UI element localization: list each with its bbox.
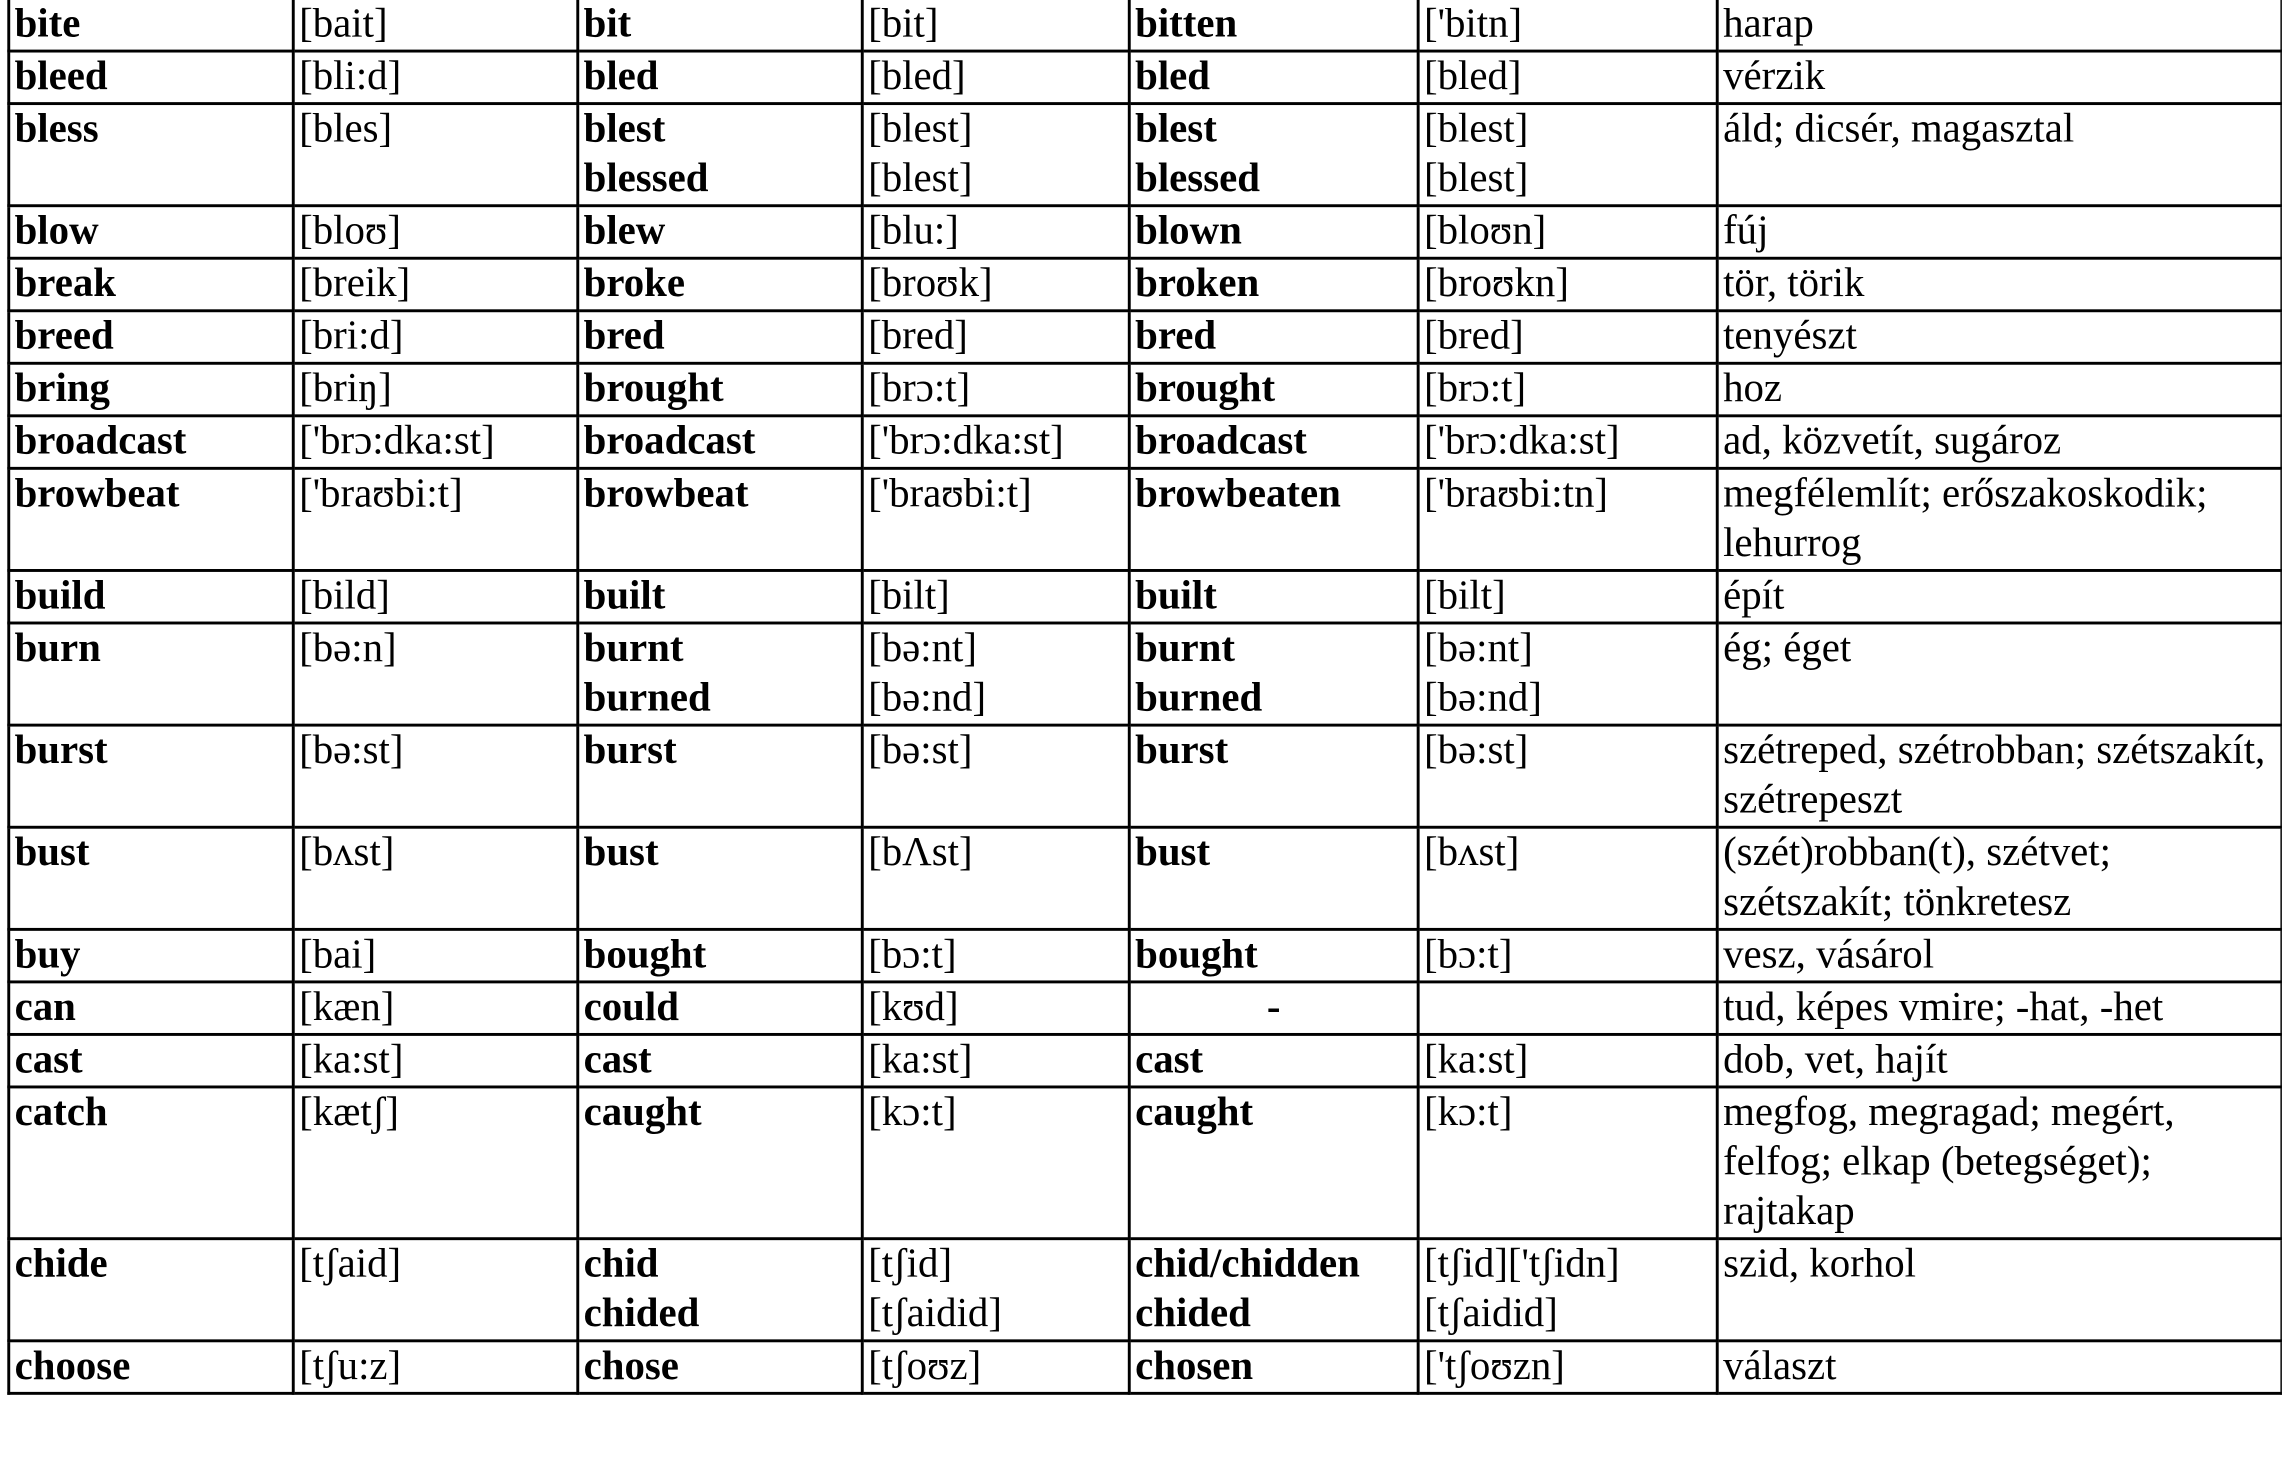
past-participle-pronunciation: [brɔ:t] xyxy=(1423,366,1527,412)
past-simple-pronunciation-cell xyxy=(862,1239,1129,1341)
infinitive: burst xyxy=(14,728,108,774)
infinitive-pronunciation: [briŋ] xyxy=(299,366,392,412)
past-participle-pronunciation-cell xyxy=(1418,570,1717,623)
past-simple: bred xyxy=(583,313,665,359)
infinitive-cell xyxy=(9,1034,294,1087)
past-participle: bled xyxy=(1135,53,1211,100)
infinitive-cell xyxy=(9,258,294,311)
infinitive: bring xyxy=(14,366,110,412)
past-participle-cell xyxy=(1129,1341,1418,1394)
infinitive-pronunciation-cell xyxy=(293,827,578,929)
table-body xyxy=(9,0,2282,1393)
past-participle-pronunciation-cell xyxy=(1418,982,1717,1035)
past-simple-cell xyxy=(578,929,863,982)
infinitive-cell xyxy=(9,1239,294,1341)
past-simple-pronunciation: ['brɔ:dka:st] xyxy=(868,418,1064,464)
past-simple: could xyxy=(583,984,679,1031)
past-simple-pronunciation: [bred] xyxy=(868,313,968,359)
past-simple: cast xyxy=(583,1037,652,1083)
past-participle-pronunciation: [kɔ:t] xyxy=(1423,1089,1513,1136)
infinitive-pronunciation: [bə:st] xyxy=(299,728,404,774)
past-simple: burst xyxy=(583,728,677,774)
infinitive: bless xyxy=(14,106,99,152)
past-simple-pronunciation-cell xyxy=(862,416,1129,469)
past-simple: chid xyxy=(583,1241,659,1287)
infinitive: blow xyxy=(14,208,99,254)
infinitive-cell xyxy=(9,206,294,259)
past-participle-cell xyxy=(1129,725,1418,827)
past-participle: bred xyxy=(1135,313,1217,359)
past-participle-cell xyxy=(1129,311,1418,364)
infinitive-pronunciation-cell xyxy=(293,104,578,206)
infinitive-cell xyxy=(9,623,294,725)
past-participle-cell xyxy=(1129,982,1418,1035)
past-participle-pronunciation: ['bitn] xyxy=(1423,1,1523,47)
past-participle-pronunciation: [tʃaidid] xyxy=(1423,1291,1558,1337)
infinitive-pronunciation: [bles] xyxy=(299,106,393,152)
hungarian-meaning: (szét)robban(t), szétvet; szétszakít; tönkretesz xyxy=(1723,830,2112,926)
past-participle: burned xyxy=(1135,675,1263,721)
table-row xyxy=(9,0,2282,51)
infinitive-pronunciation: [breik] xyxy=(299,261,411,307)
hungarian-meaning-cell xyxy=(1717,929,2282,982)
hungarian-meaning: vesz, vásárol xyxy=(1723,932,1935,978)
hungarian-meaning: áld; dicsér, magasztal xyxy=(1723,106,2075,152)
past-simple: caught xyxy=(583,1089,702,1136)
infinitive: cast xyxy=(14,1037,83,1083)
infinitive-pronunciation-cell xyxy=(293,258,578,311)
table-row xyxy=(9,929,2282,982)
past-simple: burnt xyxy=(583,625,684,672)
past-simple-pronunciation: [bə:nt] xyxy=(868,625,978,672)
table-row xyxy=(9,725,2282,827)
hungarian-meaning: tenyészt xyxy=(1723,313,1857,359)
past-simple-pronunciation: [bit] xyxy=(868,1,939,47)
infinitive-pronunciation-cell xyxy=(293,1239,578,1341)
past-simple-pronunciation-cell xyxy=(862,51,1129,104)
past-participle-cell xyxy=(1129,104,1418,206)
past-participle-pronunciation-cell xyxy=(1418,311,1717,364)
infinitive-pronunciation-cell xyxy=(293,468,578,570)
past-participle: caught xyxy=(1135,1089,1254,1136)
hungarian-meaning: harap xyxy=(1723,1,1814,47)
hungarian-meaning: megfélemlít; erőszakoskodik; lehurrog xyxy=(1723,471,2208,567)
hungarian-meaning: ég; éget xyxy=(1723,625,1852,672)
infinitive-cell xyxy=(9,725,294,827)
past-participle-pronunciation-cell xyxy=(1418,1341,1717,1394)
past-participle-cell xyxy=(1129,1087,1418,1239)
hungarian-meaning-cell xyxy=(1717,468,2282,570)
infinitive-cell xyxy=(9,468,294,570)
infinitive-cell xyxy=(9,929,294,982)
past-participle-pronunciation: [tʃid]['tʃidn] xyxy=(1423,1241,1620,1287)
past-simple-pronunciation: [tʃoʊz] xyxy=(868,1343,982,1389)
past-participle: bitten xyxy=(1135,1,1238,47)
past-simple-pronunciation: [bə:st] xyxy=(868,728,973,774)
past-participle-pronunciation-cell xyxy=(1418,929,1717,982)
past-participle-pronunciation-cell xyxy=(1418,725,1717,827)
past-participle: cast xyxy=(1135,1037,1204,1083)
table-row xyxy=(9,1087,2282,1239)
past-participle-pronunciation-cell xyxy=(1418,416,1717,469)
past-simple-pronunciation: [kʊd] xyxy=(868,984,959,1031)
table-row xyxy=(9,1239,2282,1341)
past-participle: blessed xyxy=(1135,156,1260,202)
past-simple-cell xyxy=(578,827,863,929)
table-row xyxy=(9,206,2282,259)
past-participle-cell xyxy=(1129,416,1418,469)
past-simple-pronunciation-cell xyxy=(862,1341,1129,1394)
hungarian-meaning-cell xyxy=(1717,0,2282,51)
infinitive-pronunciation: [kæn] xyxy=(299,984,395,1031)
past-participle-pronunciation: [bloʊn] xyxy=(1423,208,1547,254)
past-simple-cell xyxy=(578,623,863,725)
table-row xyxy=(9,468,2282,570)
infinitive: break xyxy=(14,261,116,307)
hungarian-meaning: vérzik xyxy=(1723,53,1826,100)
past-participle-cell xyxy=(1129,623,1418,725)
table-row xyxy=(9,827,2282,929)
past-simple-cell xyxy=(578,206,863,259)
past-simple-pronunciation-cell xyxy=(862,725,1129,827)
past-participle-pronunciation: [bled] xyxy=(1423,53,1522,100)
hungarian-meaning-cell xyxy=(1717,311,2282,364)
past-simple-cell xyxy=(578,982,863,1035)
hungarian-meaning: választ xyxy=(1723,1343,1837,1389)
infinitive-cell xyxy=(9,51,294,104)
infinitive-pronunciation-cell xyxy=(293,623,578,725)
infinitive-cell xyxy=(9,0,294,51)
past-simple-pronunciation-cell xyxy=(862,206,1129,259)
infinitive-pronunciation-cell xyxy=(293,416,578,469)
past-simple-cell xyxy=(578,1239,863,1341)
past-participle-pronunciation: [bə:nd] xyxy=(1423,675,1542,721)
past-simple-pronunciation: ['braʊbi:t] xyxy=(868,471,1032,517)
past-simple-pronunciation: [bɔ:t] xyxy=(868,932,957,978)
table-row xyxy=(9,51,2282,104)
past-participle: broken xyxy=(1135,261,1260,307)
table-row xyxy=(9,104,2282,206)
past-simple-cell xyxy=(578,363,863,416)
past-simple: built xyxy=(583,573,666,619)
infinitive-cell xyxy=(9,827,294,929)
past-participle-pronunciation: [bʌst] xyxy=(1423,830,1520,876)
past-simple-pronunciation-cell xyxy=(862,311,1129,364)
past-participle-cell xyxy=(1129,570,1418,623)
past-simple-pronunciation-cell xyxy=(862,363,1129,416)
past-participle: blown xyxy=(1135,208,1242,254)
past-participle-cell xyxy=(1129,51,1418,104)
hungarian-meaning-cell xyxy=(1717,1341,2282,1394)
past-simple: bust xyxy=(583,830,659,876)
past-participle-pronunciation-cell xyxy=(1418,363,1717,416)
infinitive: can xyxy=(14,984,76,1031)
past-participle: brought xyxy=(1135,366,1276,412)
past-participle-pronunciation: ['brɔ:dka:st] xyxy=(1423,418,1620,464)
past-participle-pronunciation-cell xyxy=(1418,206,1717,259)
hungarian-meaning-cell xyxy=(1717,570,2282,623)
past-simple-pronunciation-cell xyxy=(862,623,1129,725)
past-simple-cell xyxy=(578,1034,863,1087)
past-simple: bit xyxy=(583,1,632,47)
infinitive: bite xyxy=(14,1,81,47)
past-participle-pronunciation: [bred] xyxy=(1423,313,1524,359)
past-simple: browbeat xyxy=(583,471,749,517)
past-participle-pronunciation: [ka:st] xyxy=(1423,1037,1529,1083)
past-simple-pronunciation-cell xyxy=(862,468,1129,570)
past-participle-cell xyxy=(1129,0,1418,51)
past-simple-pronunciation: [bled] xyxy=(868,53,966,100)
past-simple-pronunciation-cell xyxy=(862,827,1129,929)
table-row xyxy=(9,1341,2282,1394)
past-simple-pronunciation: [blest] xyxy=(868,156,973,202)
past-simple: broadcast xyxy=(583,418,756,464)
past-participle-pronunciation-cell xyxy=(1418,827,1717,929)
past-participle-pronunciation-cell xyxy=(1418,0,1717,51)
infinitive-pronunciation-cell xyxy=(293,0,578,51)
hungarian-meaning-cell xyxy=(1717,416,2282,469)
past-simple-cell xyxy=(578,725,863,827)
past-simple-pronunciation: [bΛst] xyxy=(868,830,973,876)
infinitive-pronunciation-cell xyxy=(293,929,578,982)
table-row xyxy=(9,570,2282,623)
past-participle-pronunciation: [bə:st] xyxy=(1423,728,1529,774)
infinitive-pronunciation: [bʌst] xyxy=(299,830,395,876)
infinitive: build xyxy=(14,573,106,619)
infinitive-pronunciation: [kætʃ] xyxy=(299,1089,399,1136)
infinitive-cell xyxy=(9,1087,294,1239)
past-simple-pronunciation-cell xyxy=(862,104,1129,206)
past-simple-pronunciation: [bə:nd] xyxy=(868,675,987,721)
infinitive-pronunciation: [bə:n] xyxy=(299,625,397,672)
past-simple-pronunciation-cell xyxy=(862,570,1129,623)
infinitive-pronunciation: ['braʊbi:t] xyxy=(299,471,463,517)
past-participle-cell xyxy=(1129,468,1418,570)
past-simple-cell xyxy=(578,570,863,623)
past-participle: chid/chidden xyxy=(1135,1241,1360,1287)
infinitive-pronunciation: [tʃaid] xyxy=(299,1241,402,1287)
infinitive-pronunciation: [bli:d] xyxy=(299,53,402,100)
past-simple-cell xyxy=(578,468,863,570)
hungarian-meaning: szétreped, szétrobban; szétszakít, szétrepeszt xyxy=(1723,728,2266,823)
past-participle-pronunciation: [bɔ:t] xyxy=(1423,932,1513,978)
infinitive: bust xyxy=(14,830,90,876)
infinitive-cell xyxy=(9,363,294,416)
past-participle-cell xyxy=(1129,929,1418,982)
hungarian-meaning: tud, képes vmire; -hat, -het xyxy=(1723,984,2164,1031)
past-participle-pronunciation-cell xyxy=(1418,104,1717,206)
past-simple-cell xyxy=(578,51,863,104)
infinitive-cell xyxy=(9,982,294,1035)
past-simple-pronunciation: [blu:] xyxy=(868,208,959,254)
past-participle-pronunciation-cell xyxy=(1418,1087,1717,1239)
infinitive-pronunciation: [bri:d] xyxy=(299,313,404,359)
hungarian-meaning-cell xyxy=(1717,827,2282,929)
past-participle-pronunciation: [broʊkn] xyxy=(1423,261,1569,307)
hungarian-meaning-cell xyxy=(1717,258,2282,311)
past-simple-pronunciation: [tʃaidid] xyxy=(868,1291,1002,1337)
infinitive-pronunciation: [ka:st] xyxy=(299,1037,404,1083)
past-simple: bought xyxy=(583,932,707,978)
past-participle: built xyxy=(1135,573,1217,619)
past-simple-pronunciation-cell xyxy=(862,1087,1129,1239)
infinitive-pronunciation: [bloʊ] xyxy=(299,208,401,254)
past-participle: bust xyxy=(1135,830,1211,876)
hungarian-meaning-cell xyxy=(1717,623,2282,725)
past-participle: broadcast xyxy=(1135,418,1307,464)
infinitive-pronunciation-cell xyxy=(293,363,578,416)
past-participle: browbeaten xyxy=(1135,471,1341,517)
past-simple: burned xyxy=(583,675,711,721)
past-participle-pronunciation-cell xyxy=(1418,623,1717,725)
hungarian-meaning-cell xyxy=(1717,1239,2282,1341)
infinitive-pronunciation-cell xyxy=(293,570,578,623)
past-simple-pronunciation-cell xyxy=(862,1034,1129,1087)
past-simple: blessed xyxy=(583,156,709,202)
hungarian-meaning: hoz xyxy=(1723,366,1783,412)
hungarian-meaning-cell xyxy=(1717,363,2282,416)
past-participle-cell xyxy=(1129,827,1418,929)
irregular-verbs-table xyxy=(7,0,2282,1395)
infinitive-pronunciation-cell xyxy=(293,51,578,104)
table-row xyxy=(9,1034,2282,1087)
past-simple-pronunciation: [kɔ:t] xyxy=(868,1089,957,1136)
infinitive-cell xyxy=(9,311,294,364)
past-participle-cell xyxy=(1129,363,1418,416)
past-participle-cell xyxy=(1129,206,1418,259)
table-row xyxy=(9,258,2282,311)
infinitive-pronunciation-cell xyxy=(293,1034,578,1087)
past-simple-cell xyxy=(578,104,863,206)
past-simple-pronunciation: [brɔ:t] xyxy=(868,366,971,412)
past-simple-pronunciation-cell xyxy=(862,258,1129,311)
hungarian-meaning: fúj xyxy=(1723,208,1769,254)
infinitive-pronunciation-cell xyxy=(293,725,578,827)
past-participle: - xyxy=(1266,984,1281,1031)
infinitive: catch xyxy=(14,1089,108,1136)
infinitive-pronunciation-cell xyxy=(293,1341,578,1394)
past-simple: blest xyxy=(583,106,666,152)
infinitive-pronunciation: [bild] xyxy=(299,573,390,619)
past-simple-cell xyxy=(578,258,863,311)
table-row xyxy=(9,416,2282,469)
infinitive-pronunciation: [bai] xyxy=(299,932,377,978)
past-participle-pronunciation-cell xyxy=(1418,51,1717,104)
past-simple: broke xyxy=(583,261,686,307)
past-participle: burst xyxy=(1135,728,1229,774)
hungarian-meaning-cell xyxy=(1717,1087,2282,1239)
infinitive: bleed xyxy=(14,53,108,100)
past-simple-pronunciation: [bilt] xyxy=(868,573,950,619)
past-participle-cell xyxy=(1129,1034,1418,1087)
table-row xyxy=(9,311,2282,364)
past-simple-pronunciation-cell xyxy=(862,929,1129,982)
hungarian-meaning-cell xyxy=(1717,1034,2282,1087)
hungarian-meaning-cell xyxy=(1717,206,2282,259)
past-participle-pronunciation-cell xyxy=(1418,1034,1717,1087)
infinitive-cell xyxy=(9,104,294,206)
infinitive-pronunciation: ['brɔ:dka:st] xyxy=(299,418,495,464)
past-simple-cell xyxy=(578,1087,863,1239)
past-participle-pronunciation: [bə:nt] xyxy=(1423,625,1533,672)
hungarian-meaning: épít xyxy=(1723,573,1785,619)
past-participle-pronunciation-cell xyxy=(1418,258,1717,311)
hungarian-meaning: megfog, megragad; megért, felfog; elkap (betegséget); rajtakap xyxy=(1723,1089,2175,1235)
hungarian-meaning: ad, közvetít, sugároz xyxy=(1723,418,2062,464)
hungarian-meaning: szid, korhol xyxy=(1723,1241,1916,1287)
infinitive: choose xyxy=(14,1343,131,1389)
past-participle: bought xyxy=(1135,932,1258,978)
past-participle-pronunciation: [blest] xyxy=(1423,156,1529,202)
infinitive-pronunciation-cell xyxy=(293,206,578,259)
table-row xyxy=(9,363,2282,416)
past-simple-pronunciation: [tʃid] xyxy=(868,1241,953,1287)
past-simple: brought xyxy=(583,366,724,412)
hungarian-meaning-cell xyxy=(1717,982,2282,1035)
past-simple: bled xyxy=(583,53,659,100)
past-simple: chided xyxy=(583,1291,700,1337)
hungarian-meaning-cell xyxy=(1717,725,2282,827)
past-simple-pronunciation: [broʊk] xyxy=(868,261,993,307)
infinitive-cell xyxy=(9,416,294,469)
past-participle-pronunciation: ['tʃoʊzn] xyxy=(1423,1343,1565,1389)
past-simple-cell xyxy=(578,416,863,469)
infinitive: chide xyxy=(14,1241,108,1287)
past-participle-pronunciation-cell xyxy=(1418,1239,1717,1341)
past-simple: chose xyxy=(583,1343,679,1389)
past-participle: burnt xyxy=(1135,625,1235,672)
infinitive-cell xyxy=(9,1341,294,1394)
infinitive: broadcast xyxy=(14,418,187,464)
hungarian-meaning: dob, vet, hajít xyxy=(1723,1037,1948,1083)
infinitive: buy xyxy=(14,932,81,978)
past-participle-pronunciation: ['braʊbi:tn] xyxy=(1423,471,1609,517)
past-participle-pronunciation-cell xyxy=(1418,468,1717,570)
past-simple-cell xyxy=(578,311,863,364)
past-participle-pronunciation: [bilt] xyxy=(1423,573,1506,619)
infinitive-cell xyxy=(9,570,294,623)
infinitive: browbeat xyxy=(14,471,180,517)
table-row xyxy=(9,623,2282,725)
past-simple-pronunciation-cell xyxy=(862,0,1129,51)
infinitive-pronunciation-cell xyxy=(293,1087,578,1239)
infinitive-pronunciation-cell xyxy=(293,982,578,1035)
table-row xyxy=(9,982,2282,1035)
hungarian-meaning-cell xyxy=(1717,104,2282,206)
infinitive: breed xyxy=(14,313,114,359)
infinitive-pronunciation-cell xyxy=(293,311,578,364)
hungarian-meaning: tör, törik xyxy=(1723,261,1865,307)
past-simple-pronunciation: [blest] xyxy=(868,106,973,152)
hungarian-meaning-cell xyxy=(1717,51,2282,104)
past-simple-pronunciation-cell xyxy=(862,982,1129,1035)
past-simple-cell xyxy=(578,1341,863,1394)
infinitive: burn xyxy=(14,625,101,672)
past-simple: blew xyxy=(583,208,666,254)
past-participle: blest xyxy=(1135,106,1217,152)
infinitive-pronunciation: [tʃu:z] xyxy=(299,1343,402,1389)
infinitive-pronunciation: [bait] xyxy=(299,1,388,47)
past-simple-cell xyxy=(578,0,863,51)
past-participle-pronunciation: [blest] xyxy=(1423,106,1529,152)
past-simple-pronunciation: [ka:st] xyxy=(868,1037,973,1083)
past-participle-cell xyxy=(1129,258,1418,311)
past-participle: chosen xyxy=(1135,1343,1254,1389)
past-participle-cell xyxy=(1129,1239,1418,1341)
past-participle: chided xyxy=(1135,1291,1251,1337)
